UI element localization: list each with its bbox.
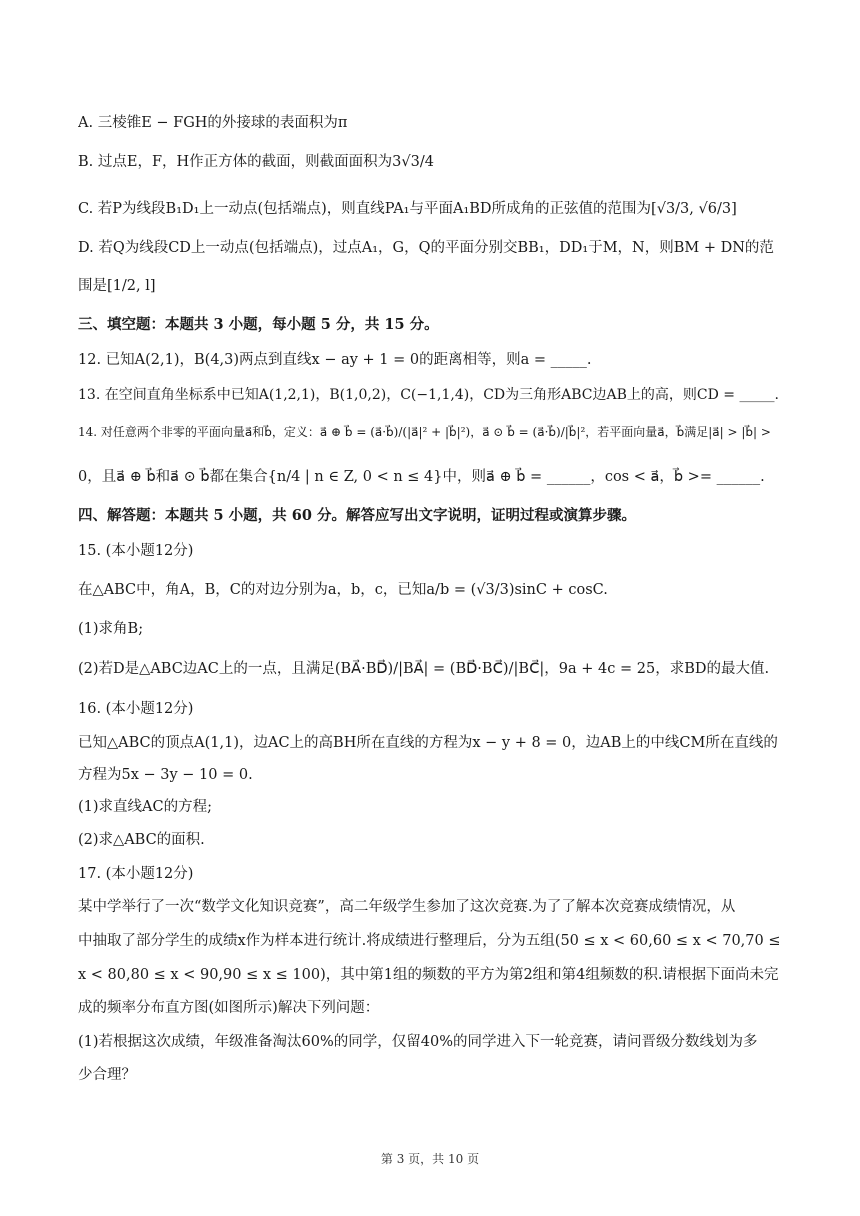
question-17-text-4: 成的频率分布直方图(如图所示)解决下列问题： — [78, 1000, 380, 1016]
question-17-text-2: 中抽取了部分学生的成绩x作为样本进行统计.将成绩进行整理后，分为五组(50 ≤ x < 60,60 ≤ x < 70,70 ≤ — [78, 933, 781, 949]
question-14: 14. 对任意两个非零的平面向量a⃗和b⃗，定义：a⃗ ⊕ b⃗ = (a⃗·b⃗)/(|a⃗|² + |b⃗|²)，a⃗ ⊙ b⃗ = (a⃗·b⃗)/|b⃗|²，若平面向量a⃗，b⃗满足|a⃗| > |b⃗| > — [78, 425, 771, 439]
section-3-heading: 三、填空题：本题共 3 小题，每小题 5 分，共 15 分。 — [78, 316, 439, 333]
option-d-cont: 围是[1/2, l] — [78, 278, 156, 294]
question-17-part1: (1)若根据这次成绩，年级准备淘汰60%的同学，仅留40%的同学进入下一轮竞赛，请问晋级分数线划为多 — [78, 1034, 758, 1050]
question-12: 12. 已知A(2,1)，B(4,3)两点到直线x − ay + 1 = 0的距离相等，则a = _____. — [78, 352, 592, 368]
question-15-title: 15. (本小题12分) — [78, 543, 194, 559]
question-15-part2: (2)若D是△ABC边AC上的一点，且满足(BA⃗·BD⃗)/|BA⃗| = (BD⃗·BC⃗)/|BC⃗|，9a + 4c = 25，求BD的最大值. — [78, 661, 770, 677]
question-15-text: 在△ABC中，角A，B，C的对边分别为a，b，c，已知a/b = (√3/3)sinC + cosC. — [78, 582, 608, 598]
question-16-title: 16. (本小题12分) — [78, 701, 194, 717]
question-14-cont: 0，且a⃗ ⊕ b⃗和a⃗ ⊙ b⃗都在集合{n/4 | n ∈ Z, 0 < n ≤ 4}中，则a⃗ ⊕ b⃗ = ______，cos < a⃗，b⃗ >= ______. — [78, 469, 765, 485]
option-d: D. 若Q为线段CD上一动点(包括端点)，过点A₁，G，Q的平面分别交BB₁，DD₁于M，N，则BM + DN的范 — [78, 240, 774, 256]
page-footer: 第 3 页，共 10 页 — [380, 1152, 480, 1166]
question-16-text-cont: 方程为5x − 3y − 10 = 0. — [78, 767, 253, 783]
question-16-part2: (2)求△ABC的面积. — [78, 832, 205, 848]
question-17-text-3: x < 80,80 ≤ x < 90,90 ≤ x ≤ 100)，其中第1组的频数的平方为第2组和第4组频数的积.请根据下面尚未完 — [78, 967, 779, 983]
question-15-part1: (1)求角B; — [78, 621, 144, 637]
question-17-part1-cont: 少合理？ — [78, 1067, 136, 1083]
option-b: B. 过点E，F，H作正方体的截面，则截面面积为3√3/4 — [78, 154, 434, 170]
question-16-text: 已知△ABC的顶点A(1,1)，边AC上的高BH所在直线的方程为x − y + 8 = 0，边AB上的中线CM所在直线的 — [78, 735, 778, 751]
question-17-text-1: 某中学举行了一次“数学文化知识竞赛”，高二年级学生参加了这次竞赛.为了了解本次竞赛成绩情况，从 — [78, 899, 736, 915]
section-4-heading: 四、解答题：本题共 5 小题，共 60 分。解答应写出文字说明，证明过程或演算步骤。 — [78, 507, 636, 524]
option-a: A. 三棱锥E − FGH的外接球的表面积为π — [78, 115, 348, 131]
question-17-title: 17. (本小题12分) — [78, 866, 194, 882]
question-13: 13. 在空间直角坐标系中已知A(1,2,1)，B(1,0,2)，C(−1,1,4)，CD为三角形ABC边AB上的高，则CD = _____. — [78, 387, 779, 403]
option-c: C. 若P为线段B₁D₁上一动点(包括端点)，则直线PA₁与平面A₁BD所成角的正弦值的范围为[√3/3, √6/3] — [78, 201, 737, 217]
question-16-part1: (1)求直线AC的方程; — [78, 799, 212, 815]
